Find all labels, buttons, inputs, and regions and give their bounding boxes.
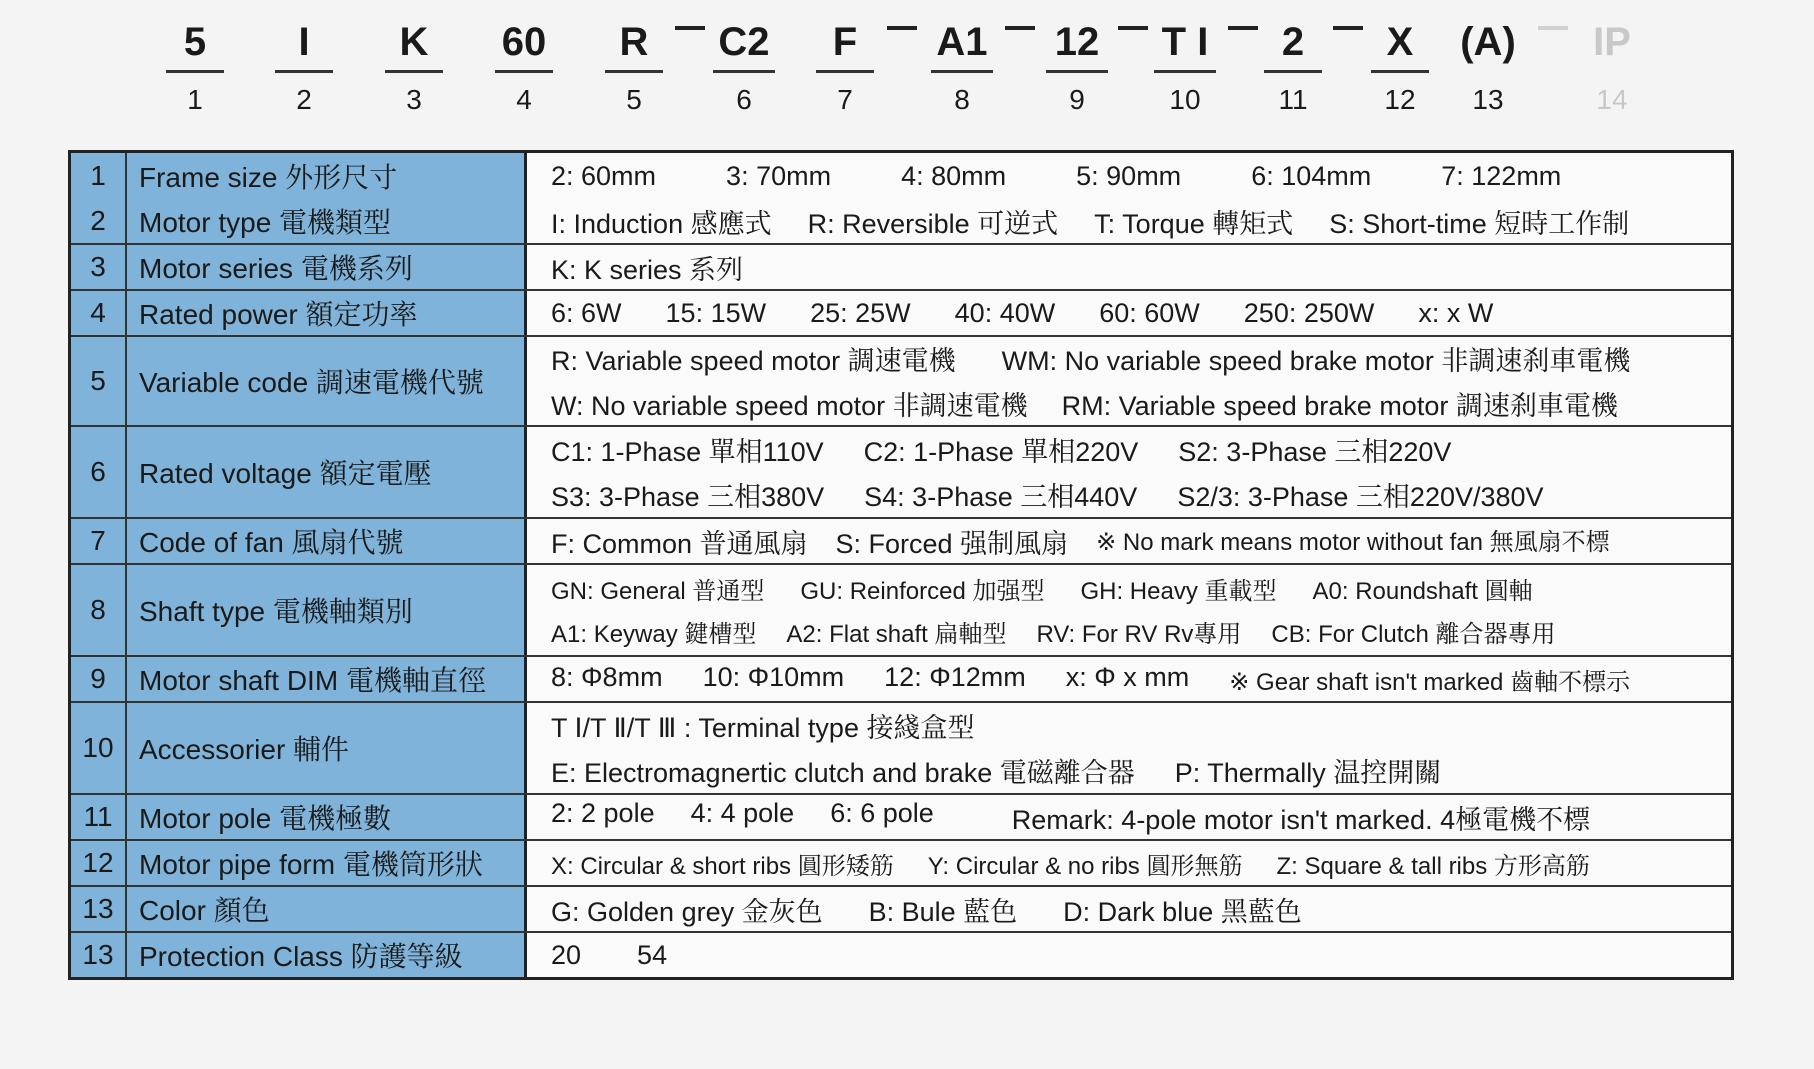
code-segment-number: 8 bbox=[954, 84, 970, 115]
row-label: Frame size 外形尺寸 bbox=[127, 153, 527, 199]
option: GN: General 普通型 bbox=[551, 578, 765, 605]
row-label: Code of fan 風扇代號 bbox=[127, 519, 527, 563]
code-underline bbox=[1371, 70, 1429, 73]
code-segment-number: 11 bbox=[1278, 84, 1308, 115]
value-line bbox=[551, 614, 1731, 649]
code-underline bbox=[816, 70, 874, 73]
option: RV: For RV Rv專用 bbox=[1036, 621, 1242, 648]
option: 6: 6W bbox=[551, 297, 622, 328]
table-row-rated-voltage bbox=[71, 425, 1731, 517]
row-label: Motor pole 電機極數 bbox=[127, 795, 527, 839]
code-underline bbox=[166, 70, 224, 73]
option: x: x W bbox=[1418, 297, 1494, 328]
code-segment-text: 60 bbox=[501, 20, 547, 64]
code-segment-text: 5 bbox=[183, 20, 207, 64]
code-underline bbox=[1154, 70, 1216, 73]
option: 6: 104mm bbox=[1251, 160, 1372, 191]
row-values bbox=[527, 933, 1731, 977]
row-label: Rated power 額定功率 bbox=[127, 291, 527, 335]
row-label: Rated voltage 額定電壓 bbox=[127, 427, 527, 517]
row-number: 11 bbox=[71, 795, 127, 839]
option: 250: 250W bbox=[1243, 297, 1375, 328]
value-line bbox=[551, 706, 1731, 745]
option: 4: 80mm bbox=[901, 160, 1007, 191]
row-number: 3 bbox=[71, 245, 127, 289]
code-underline bbox=[713, 70, 775, 73]
row-number: 7 bbox=[71, 519, 127, 563]
option: 54 bbox=[637, 939, 668, 970]
code-underline bbox=[495, 70, 553, 73]
code-segment bbox=[1450, 14, 1526, 119]
code-segment-number: 7 bbox=[837, 84, 853, 115]
code-segment-number: 10 bbox=[1169, 84, 1201, 115]
code-segment bbox=[1263, 14, 1323, 119]
option: WM: No variable speed brake motor 非調速刹車電機 bbox=[1001, 346, 1631, 376]
row-label: Shaft type 電機軸類別 bbox=[127, 565, 527, 655]
row-label: Motor type 電機類型 bbox=[127, 199, 527, 243]
option: S: Forced 强制風扇 bbox=[835, 528, 1069, 559]
code-segment-text: C2 bbox=[718, 20, 770, 64]
value-line bbox=[551, 298, 1731, 329]
row-label: Accessorier 輔件 bbox=[127, 703, 527, 793]
table-row-motor-type bbox=[71, 199, 1731, 243]
code-segment bbox=[1153, 14, 1217, 119]
code-segment-number: 13 bbox=[1472, 84, 1504, 115]
option: GU: Reinforced 加强型 bbox=[800, 578, 1045, 605]
table-row-color bbox=[71, 885, 1731, 931]
value-line bbox=[551, 430, 1731, 469]
value-line bbox=[551, 384, 1731, 423]
row-label: Protection Class 防護等級 bbox=[127, 933, 527, 977]
table-row-fan-code bbox=[71, 517, 1731, 563]
value-line bbox=[551, 751, 1731, 790]
code-segment bbox=[712, 14, 776, 119]
table-row-frame-size bbox=[71, 153, 1731, 199]
table-row-pipe-form bbox=[71, 839, 1731, 885]
option: 2: 2 pole bbox=[551, 797, 655, 828]
row-values bbox=[527, 291, 1731, 335]
code-segment-number: 4 bbox=[516, 84, 532, 115]
option: A1: Keyway 鍵槽型 bbox=[551, 621, 757, 648]
code-segment-number: 9 bbox=[1069, 84, 1085, 115]
model-code-header bbox=[0, 0, 1814, 130]
option: ※ Gear shaft isn't marked 齒軸不標示 bbox=[1229, 668, 1631, 696]
option: G: Golden grey 金灰色 bbox=[551, 896, 823, 927]
value-line bbox=[551, 798, 1731, 837]
table-row-shaft-dim bbox=[71, 655, 1731, 701]
option: 3: 70mm bbox=[726, 160, 832, 191]
option: K: K series 系列 bbox=[551, 254, 744, 285]
code-segment-number: 12 bbox=[1384, 84, 1416, 115]
row-label: Motor series 電機系列 bbox=[127, 245, 527, 289]
code-segment-text: A1 bbox=[936, 20, 988, 64]
code-segment-number: 2 bbox=[296, 84, 312, 115]
code-segment-text: I bbox=[298, 20, 310, 64]
option: C2: 1-Phase 單相220V bbox=[863, 437, 1139, 467]
option: x: Φ x mm bbox=[1065, 661, 1190, 692]
option: 4: 4 pole bbox=[690, 797, 795, 828]
code-segment bbox=[930, 14, 994, 119]
value-line bbox=[551, 571, 1731, 606]
option: A2: Flat shaft 扁軸型 bbox=[786, 621, 1007, 648]
row-values bbox=[527, 427, 1731, 517]
option: S3: 3-Phase 三相380V bbox=[551, 482, 825, 512]
row-values bbox=[527, 245, 1731, 289]
code-segment-text: K bbox=[399, 20, 429, 64]
code-underline bbox=[1264, 70, 1322, 73]
code-segment-text: R bbox=[619, 20, 649, 64]
code-segment bbox=[604, 14, 664, 119]
option: ※ No mark means motor without fan 無風扇不標 bbox=[1096, 528, 1610, 556]
option: 8: Φ8mm bbox=[551, 661, 663, 692]
row-number: 13 bbox=[71, 887, 127, 931]
code-segment bbox=[494, 14, 554, 119]
code-segment-number: 5 bbox=[626, 84, 642, 115]
code-underline bbox=[275, 70, 333, 73]
value-line bbox=[551, 522, 1731, 561]
table-row-motor-series bbox=[71, 243, 1731, 289]
code-dash bbox=[1333, 26, 1363, 30]
row-number: 10 bbox=[71, 703, 127, 793]
option: S4: 3-Phase 三相440V bbox=[864, 482, 1138, 512]
code-underline bbox=[1046, 70, 1108, 73]
row-values bbox=[527, 199, 1731, 243]
code-dash bbox=[675, 26, 705, 30]
row-number: 5 bbox=[71, 337, 127, 425]
option: 7: 122mm bbox=[1441, 160, 1562, 191]
table-row-rated-power bbox=[71, 289, 1731, 335]
row-number: 13 bbox=[71, 933, 127, 977]
option: S2: 3-Phase 三相220V bbox=[1178, 437, 1452, 467]
option: X: Circular & short ribs 圓形矮筋 bbox=[551, 852, 894, 880]
option: 6: 6 pole bbox=[830, 797, 934, 828]
code-segment-number: 1 bbox=[187, 84, 203, 115]
row-values bbox=[527, 703, 1731, 793]
code-dash bbox=[1118, 26, 1148, 30]
row-values bbox=[527, 841, 1731, 885]
option: B: Bule 藍色 bbox=[868, 896, 1018, 927]
code-underline bbox=[931, 70, 993, 73]
option: S: Short-time 短時工作制 bbox=[1329, 208, 1630, 239]
code-segment-text: F bbox=[832, 20, 858, 64]
option: 2: 60mm bbox=[551, 160, 657, 191]
code-dash bbox=[1538, 26, 1568, 30]
row-values bbox=[527, 519, 1731, 563]
code-segment bbox=[1580, 14, 1644, 119]
option: 25: 25W bbox=[810, 297, 911, 328]
option: 5: 90mm bbox=[1076, 160, 1182, 191]
option: 12: Φ12mm bbox=[884, 661, 1026, 692]
table-row-motor-pole bbox=[71, 793, 1731, 839]
table-row-variable-code bbox=[71, 335, 1731, 425]
option: R: Variable speed motor 調速電機 bbox=[551, 346, 956, 376]
code-segment bbox=[165, 14, 225, 119]
value-line bbox=[551, 890, 1731, 929]
value-line bbox=[551, 846, 1731, 881]
row-label: Motor shaft DIM 電機軸直徑 bbox=[127, 657, 527, 701]
code-underline bbox=[605, 70, 663, 73]
row-number: 12 bbox=[71, 841, 127, 885]
option: CB: For Clutch 離合器專用 bbox=[1271, 621, 1556, 648]
option: I: Induction 感應式 bbox=[551, 208, 772, 239]
option: Y: Circular & no ribs 圓形無筋 bbox=[927, 852, 1243, 880]
row-values bbox=[527, 153, 1731, 199]
row-number: 9 bbox=[71, 657, 127, 701]
option: 10: Φ10mm bbox=[702, 661, 845, 692]
table-row-protection-class bbox=[71, 931, 1731, 977]
table-row-shaft-type bbox=[71, 563, 1731, 655]
option: Z: Square & tall ribs 方形高筋 bbox=[1276, 852, 1590, 880]
option: F: Common 普通風扇 bbox=[551, 528, 808, 559]
code-segment-text: X bbox=[1386, 20, 1414, 64]
row-values bbox=[527, 565, 1731, 655]
spec-table bbox=[68, 150, 1734, 980]
code-dash bbox=[1228, 26, 1258, 30]
code-dash bbox=[887, 26, 917, 30]
code-segment-number: 6 bbox=[736, 84, 752, 115]
option: 40: 40W bbox=[954, 297, 1056, 328]
code-segment bbox=[384, 14, 444, 119]
option: 60: 60W bbox=[1099, 297, 1200, 328]
option: E: Electromagnertic clutch and brake 電磁離合器 bbox=[551, 758, 1135, 788]
option: Remark: 4-pole motor isn't marked. 4極電機不標 bbox=[1011, 804, 1591, 835]
option: A0: Roundshaft 圓軸 bbox=[1312, 578, 1533, 605]
option: R: Reversible 可逆式 bbox=[807, 208, 1059, 239]
row-values bbox=[527, 887, 1731, 931]
row-number: 2 bbox=[71, 199, 127, 243]
option: W: No variable speed motor 非調速電機 bbox=[551, 391, 1028, 421]
value-line bbox=[551, 339, 1731, 378]
value-line bbox=[551, 202, 1731, 241]
code-segment-number: 14 bbox=[1596, 84, 1628, 115]
value-line bbox=[551, 248, 1731, 287]
row-number: 8 bbox=[71, 565, 127, 655]
row-number: 4 bbox=[71, 291, 127, 335]
code-segment-text: (A) bbox=[1460, 20, 1516, 64]
option: GH: Heavy 重載型 bbox=[1080, 578, 1277, 605]
value-line bbox=[551, 161, 1731, 192]
row-values bbox=[527, 795, 1731, 839]
code-segment bbox=[815, 14, 875, 119]
row-values bbox=[527, 657, 1731, 701]
option: S2/3: 3-Phase 三相220V/380V bbox=[1177, 482, 1544, 512]
code-segment-text: 2 bbox=[1281, 20, 1305, 64]
code-segment-number: 3 bbox=[406, 84, 422, 115]
option: RM: Variable speed brake motor 調速刹車電機 bbox=[1061, 391, 1618, 421]
option: T: Torque 轉矩式 bbox=[1094, 208, 1294, 239]
row-label: Color 顏色 bbox=[127, 887, 527, 931]
option: 15: 15W bbox=[665, 297, 767, 328]
row-label: Motor pipe form 電機筒形狀 bbox=[127, 841, 527, 885]
value-line bbox=[551, 940, 1731, 971]
code-segment bbox=[1370, 14, 1430, 119]
code-underline bbox=[385, 70, 443, 73]
code-segment-text: IP bbox=[1593, 20, 1631, 64]
value-line bbox=[551, 662, 1731, 697]
code-segment-text: T I bbox=[1161, 20, 1209, 64]
option: T Ⅰ/T Ⅱ/T Ⅲ : Terminal type 接綫盒型 bbox=[551, 713, 975, 743]
value-line bbox=[551, 475, 1731, 514]
option: D: Dark blue 黑藍色 bbox=[1063, 896, 1302, 927]
row-label: Variable code 調速電機代號 bbox=[127, 337, 527, 425]
option: 20 bbox=[551, 939, 582, 970]
option: P: Thermally 温控開關 bbox=[1174, 758, 1442, 788]
row-number: 1 bbox=[71, 153, 127, 199]
code-dash bbox=[1005, 26, 1035, 30]
code-segment-text: 12 bbox=[1054, 20, 1100, 64]
row-number: 6 bbox=[71, 427, 127, 517]
table-row-accessories bbox=[71, 701, 1731, 793]
row-values bbox=[527, 337, 1731, 425]
code-segment bbox=[274, 14, 334, 119]
option: C1: 1-Phase 單相110V bbox=[551, 437, 824, 467]
code-segment bbox=[1045, 14, 1109, 119]
